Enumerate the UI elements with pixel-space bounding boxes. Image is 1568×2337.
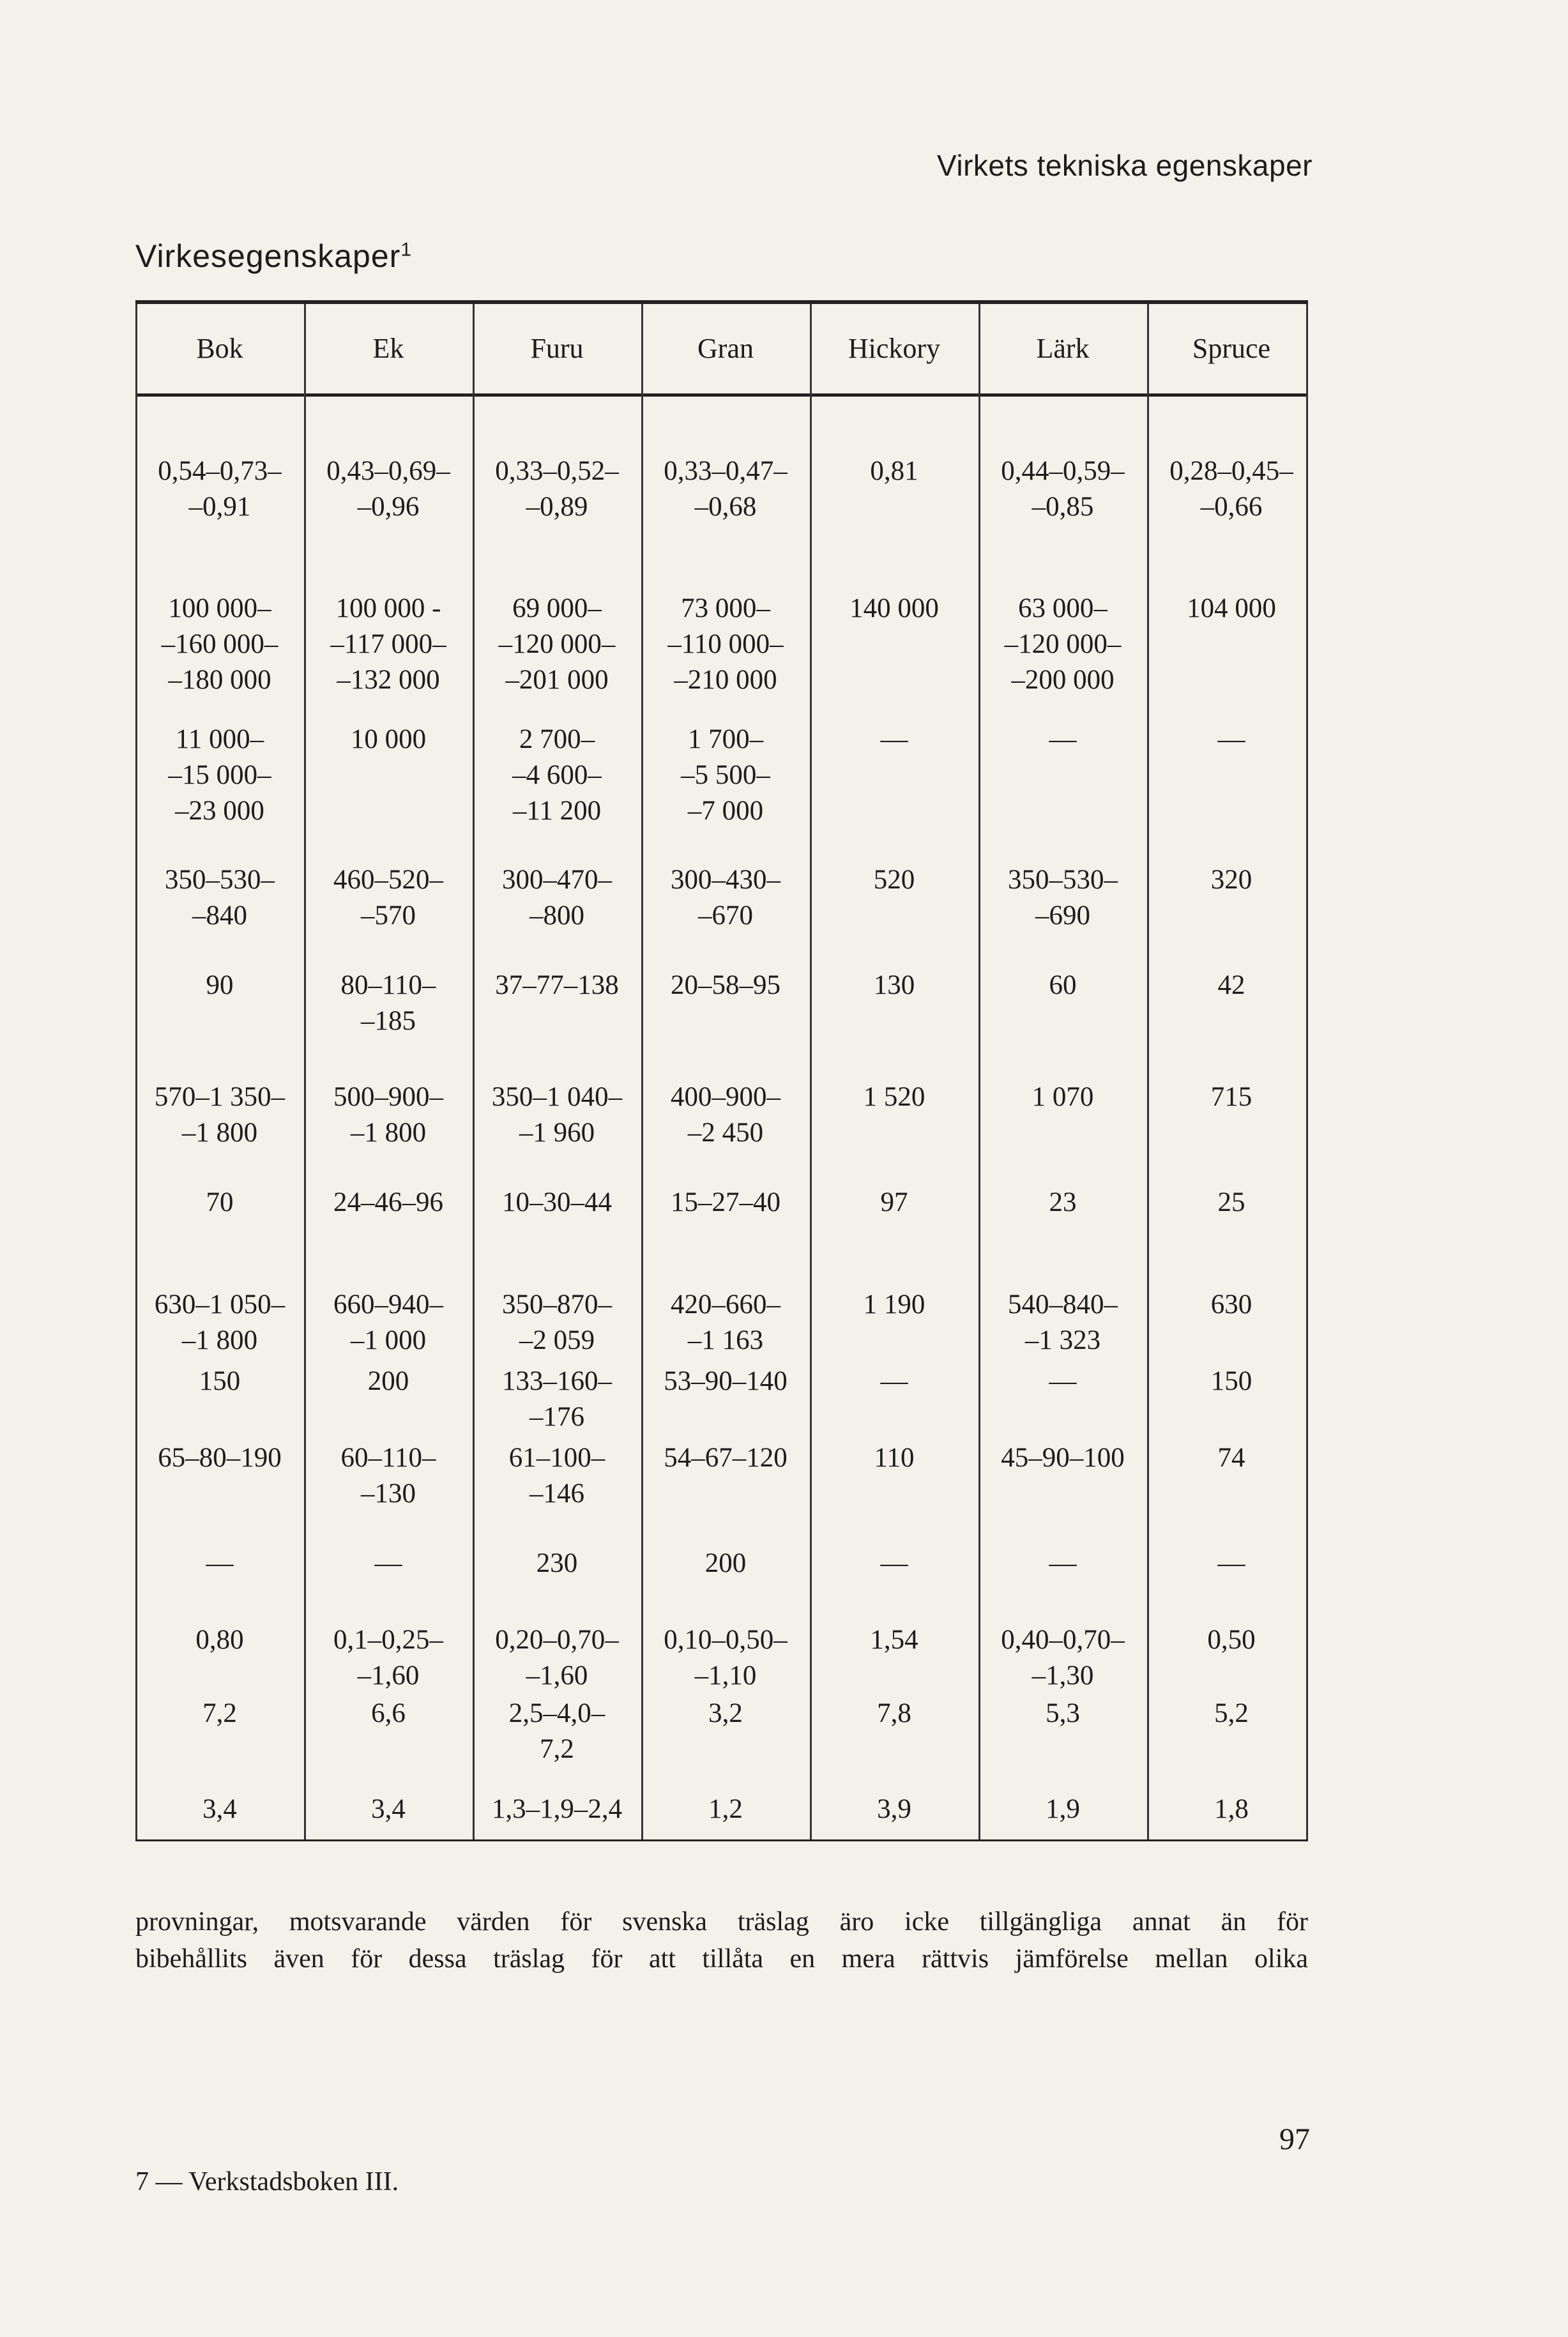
table-cell: 15–27–40 [671, 1187, 780, 1217]
table-column-divider [1306, 304, 1308, 1839]
table-cell: 200 [367, 1366, 409, 1396]
table-cell: 660–940– –1 000 [333, 1290, 443, 1355]
table-cell: 100 000– –160 000– –180 000 [161, 593, 278, 695]
column-header-gran: Gran [697, 333, 754, 364]
running-header: Virkets tekniska egenskaper [937, 149, 1313, 182]
table-cell: 0,28–0,45– –0,66 [1169, 456, 1293, 522]
table-column-divider [304, 304, 306, 1839]
table-cell: 0,80 [195, 1625, 244, 1655]
table-cell: 500–900– –1 800 [333, 1082, 443, 1148]
table-cell: 54–67–120 [664, 1443, 788, 1473]
table-top-rule [135, 300, 1308, 304]
table-cell: 1,54 [870, 1625, 918, 1655]
table-cell: 3,2 [708, 1698, 743, 1728]
table-cell: 3,4 [371, 1794, 406, 1824]
table-cell: 61–100– –146 [508, 1443, 605, 1509]
table-cell: — [1217, 724, 1245, 754]
table-cell: 200 [704, 1548, 747, 1578]
table-cell: 1 070 [1031, 1082, 1094, 1112]
table-cell: 3,4 [202, 1794, 237, 1824]
table-cell: 65–80–190 [158, 1443, 282, 1473]
column-header-hickory: Hickory [848, 333, 941, 364]
table-cell: 230 [536, 1548, 578, 1578]
table-cell: 350–870– –2 059 [502, 1290, 612, 1355]
table-cell: 7,2 [202, 1698, 237, 1728]
table-column-divider [1147, 304, 1149, 1839]
table-cell: 570–1 350– –1 800 [154, 1082, 285, 1148]
table-cell: 42 [1217, 970, 1245, 1000]
table-cell: 60 [1049, 970, 1077, 1000]
table-cell: 2,5–4,0– 7,2 [508, 1698, 605, 1764]
table-cell: 1,3–1,9–2,4 [491, 1794, 623, 1824]
table-cell: 60–110– –130 [340, 1443, 436, 1509]
page-number: 97 [1279, 2122, 1310, 2156]
table-cell: 630 [1210, 1290, 1252, 1320]
table-cell: — [1049, 1548, 1077, 1578]
table-cell: 0,44–0,59– –0,85 [1001, 456, 1125, 522]
table-cell: 2 700– –4 600– –11 200 [512, 724, 602, 826]
table-bottom-rule [135, 1839, 1308, 1841]
table-cell: 6,6 [371, 1698, 406, 1728]
table-cell: 20–58–95 [671, 970, 780, 1000]
table-cell: 37–77–138 [495, 970, 619, 1000]
table-cell: 0,33–0,47– –0,68 [664, 456, 788, 522]
table-cell: 0,81 [870, 456, 918, 486]
table-column-divider [978, 304, 980, 1839]
column-header-ek: Ek [372, 333, 404, 364]
table-cell: — [880, 1548, 908, 1578]
table-cell: 300–470– –800 [502, 865, 612, 931]
table-cell: 150 [199, 1366, 241, 1396]
table-cell: 540–840– –1 323 [1008, 1290, 1118, 1355]
table-column-divider [135, 304, 137, 1839]
table-cell: 0,54–0,73– –0,91 [158, 456, 282, 522]
table-cell: 520 [873, 865, 915, 895]
table-cell: 300–430– –670 [671, 865, 780, 931]
table-cell: 63 000– –120 000– –200 000 [1004, 593, 1122, 695]
footnote-mark: 1 [400, 239, 413, 261]
table-cell: 24–46–96 [333, 1187, 443, 1217]
table-cell: 630–1 050– –1 800 [154, 1290, 285, 1355]
column-header-furu: Furu [530, 333, 584, 364]
table-column-divider [810, 304, 812, 1839]
table-column-divider [641, 304, 643, 1839]
table-cell: 400–900– –2 450 [671, 1082, 780, 1148]
table-cell: 80–110– –185 [340, 970, 436, 1036]
table-column-divider [473, 304, 475, 1839]
table-cell: 0,10–0,50– –1,10 [664, 1625, 788, 1691]
table-cell: 150 [1210, 1366, 1252, 1396]
table-cell: 70 [206, 1187, 234, 1217]
column-header-spruce: Spruce [1192, 333, 1271, 364]
footer-source: 7 — Verkstadsboken III. [135, 2167, 399, 2196]
table-cell: 1 700– –5 500– –7 000 [681, 724, 770, 826]
table-cell: — [880, 724, 908, 754]
table-cell: 133–160– –176 [502, 1366, 612, 1432]
table-cell: 1 520 [863, 1082, 925, 1112]
table-cell: 0,40–0,70– –1,30 [1001, 1625, 1125, 1691]
table-cell: 0,43–0,69– –0,96 [326, 456, 450, 522]
table-cell: 10–30–44 [502, 1187, 612, 1217]
table-title-text: Virkesegenskaper [135, 238, 401, 274]
table-cell: 90 [206, 970, 234, 1000]
table-cell: 11 000– –15 000– –23 000 [168, 724, 271, 826]
table-cell: — [1217, 1548, 1245, 1578]
table-cell: 100 000 - –117 000– –132 000 [330, 593, 446, 695]
table-cell: 69 000– –120 000– –201 000 [498, 593, 616, 695]
table-cell: 5,3 [1046, 1698, 1080, 1728]
table-title [135, 238, 412, 275]
table-cell: 130 [873, 970, 915, 1000]
table-cell: 25 [1217, 1187, 1245, 1217]
table-cell: 0,20–0,70– –1,60 [495, 1625, 619, 1691]
table-cell: 420–660– –1 163 [671, 1290, 780, 1355]
header-bottom-rule [135, 393, 1308, 397]
body-text-line: provningar, motsvarande värden för svenska träslag äro icke tillgängliga annat än för [135, 1907, 1308, 1937]
table-cell: 1,9 [1046, 1794, 1080, 1824]
table-cell: 73 000– –110 000– –210 000 [667, 593, 784, 695]
table-cell: — [206, 1548, 234, 1578]
table-cell: 350–1 040– –1 960 [491, 1082, 623, 1148]
table-cell: 0,1–0,25– –1,60 [333, 1625, 443, 1691]
table-cell: 45–90–100 [1001, 1443, 1125, 1473]
column-header-bok: Bok [196, 333, 243, 364]
table-cell: 7,8 [877, 1698, 911, 1728]
table-cell: 350–530– –840 [165, 865, 275, 931]
table-cell: — [1049, 1366, 1077, 1396]
table-cell: 74 [1217, 1443, 1245, 1473]
table-cell: 350–530– –690 [1008, 865, 1118, 931]
table-cell: 1,2 [708, 1794, 743, 1824]
table-cell: 97 [880, 1187, 908, 1217]
table-cell: 715 [1210, 1082, 1252, 1112]
table-cell: 0,50 [1207, 1625, 1256, 1655]
table-cell: 53–90–140 [664, 1366, 788, 1396]
table-cell: 5,2 [1214, 1698, 1249, 1728]
table-cell: — [1049, 724, 1077, 754]
table-cell: 10 000 [350, 724, 427, 754]
table-cell: — [374, 1548, 402, 1578]
table-cell: 104 000 [1187, 593, 1276, 623]
table-cell: 23 [1049, 1187, 1077, 1217]
table-cell: 460–520– –570 [333, 865, 443, 931]
table-cell: 320 [1210, 865, 1252, 895]
body-text-line: bibehållits även för dessa träslag för att tillåta en mera rättvis jämförelse mellan olika [135, 1944, 1308, 1974]
table-cell: 140 000 [849, 593, 939, 623]
table-cell: 110 [874, 1443, 915, 1473]
table-cell: 1 190 [863, 1290, 925, 1320]
table-cell: 3,9 [877, 1794, 911, 1824]
table-cell: 0,33–0,52– –0,89 [495, 456, 619, 522]
table-cell: — [880, 1366, 908, 1396]
column-header-lärk: Lärk [1036, 333, 1090, 364]
table-cell: 1,8 [1214, 1794, 1249, 1824]
